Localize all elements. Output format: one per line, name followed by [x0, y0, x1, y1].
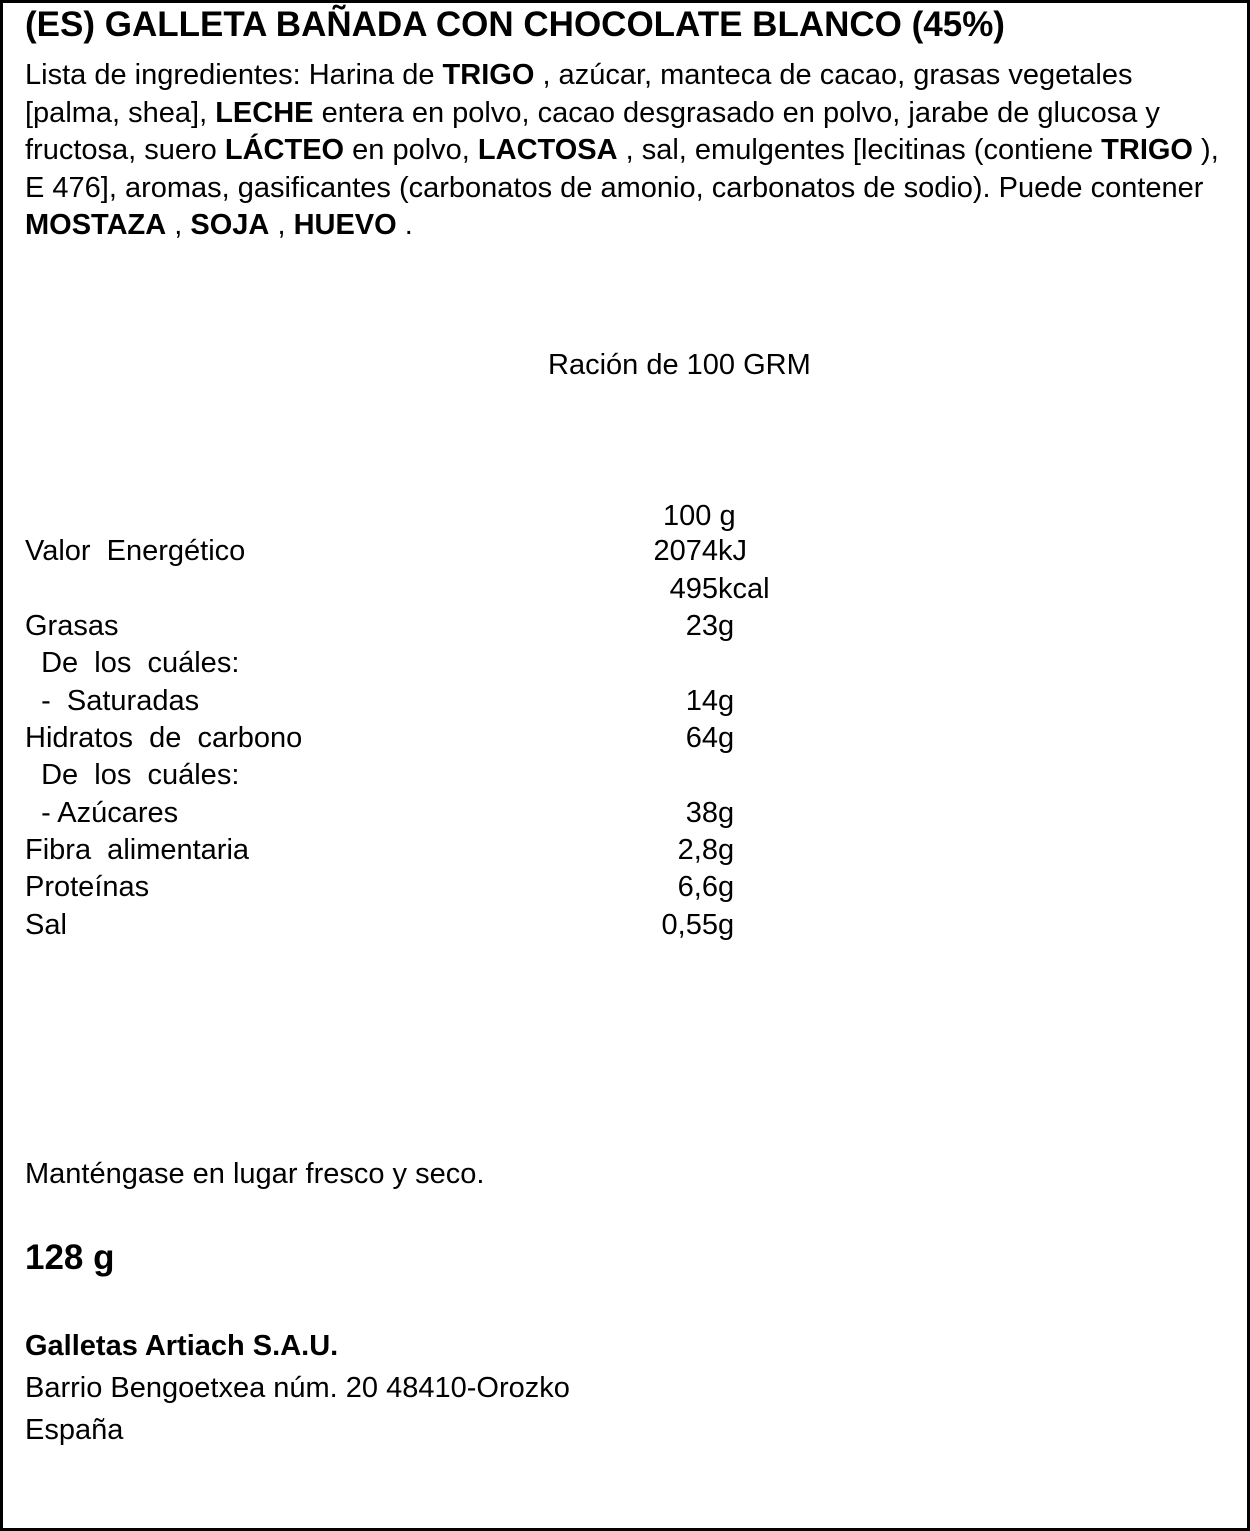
allergen: TRIGO [1101, 134, 1193, 166]
nutrient-unit: kcal [718, 573, 770, 605]
nutrient-unit: g [718, 797, 735, 829]
ingredient-text: en polvo, [344, 134, 478, 166]
nutrient-label: Hidratos de carbono [25, 722, 303, 754]
ingredient-text: ), E 476], aromas, gasificantes (carbonatos de amonio, carbonatos de sodio). Puede contener [25, 134, 1219, 204]
nutrient-value: 6,6 [677, 871, 718, 903]
nutrient-label: - Azúcares [25, 797, 179, 829]
nutrient-unit: g [718, 834, 735, 866]
nutrient-unit: g [718, 871, 735, 903]
ingredients-list [25, 57, 1220, 245]
allergen: LECHE [215, 96, 314, 129]
storage-instructions: Manténgase en lugar fresco y seco. [25, 1158, 485, 1190]
nutrient-label: De los cuáles: [25, 759, 240, 791]
serving-size: Ración de 100 GRM [548, 349, 811, 381]
nutrient-unit: g [718, 909, 735, 941]
nutrient-label: Proteínas [25, 871, 150, 903]
nutrient-value: 0,55 [661, 909, 718, 941]
ingredient-text: entera en polvo, cacao desgrasado en polvo, jarabe de glucosa y fructosa, suero [25, 96, 1160, 166]
company-address: Barrio Bengoetxea núm. 20 48410-Orozko [25, 1372, 570, 1404]
ingredient-text: , sal, emulgentes [lecitinas (contiene [617, 134, 1102, 166]
nutrition-row [0, 797, 1250, 834]
nutrient-unit: kJ [718, 535, 747, 567]
nutrition-row [0, 834, 1250, 871]
ingredient-text: , [269, 209, 294, 241]
nutrient-label: De los cuáles: [25, 647, 240, 679]
allergen: MOSTAZA [25, 209, 167, 241]
nutrient-unit: g [718, 610, 735, 642]
nutrient-value: 2,8 [677, 834, 718, 866]
nutrition-row [0, 535, 1250, 572]
nutrient-value: 495 [669, 573, 718, 605]
allergen: TRIGO [442, 59, 535, 91]
nutrient-value: 23 [685, 610, 718, 642]
nutrition-column-header: 100 g [663, 500, 736, 532]
nutrition-row [0, 573, 1250, 610]
nutrient-value: 14 [685, 685, 718, 717]
nutrition-row [0, 610, 1250, 647]
company-name: Galletas Artiach S.A.U. [25, 1330, 339, 1362]
nutrient-unit: g [718, 685, 735, 717]
net-weight: 128 g [25, 1238, 115, 1277]
ingredient-text: , [166, 209, 191, 241]
allergen: SOJA [190, 209, 270, 241]
nutrient-value: 64 [685, 722, 718, 754]
ingredient-text: , azúcar, manteca de cacao, grasas vegetales [palma, shea], [25, 59, 1133, 129]
nutrient-value: 38 [685, 797, 718, 829]
nutrition-row [0, 871, 1250, 908]
nutrient-label: - Saturadas [25, 685, 200, 717]
ingredient-text: . [396, 209, 413, 241]
ingredient-text: Lista de ingredientes: Harina de [25, 59, 443, 91]
nutrient-label: Grasas [25, 610, 119, 642]
company-country: España [25, 1414, 124, 1446]
nutrient-unit: g [718, 722, 735, 754]
allergen: LÁCTEO [224, 134, 345, 166]
nutrition-row [0, 685, 1250, 722]
allergen: HUEVO [293, 209, 397, 241]
nutrient-label: Fibra alimentaria [25, 834, 250, 866]
nutrition-row [0, 647, 1250, 684]
nutrition-row [0, 909, 1250, 946]
product-title: (ES) GALLETA BAÑADA CON CHOCOLATE BLANCO (45%) [25, 5, 1005, 44]
nutrient-label: Valor Energético [25, 535, 246, 567]
nutrient-label: Sal [25, 909, 67, 941]
nutrient-value: 2074 [653, 535, 718, 567]
nutrition-row [0, 722, 1250, 759]
nutrition-row [0, 759, 1250, 796]
allergen: LACTOSA [477, 134, 618, 166]
